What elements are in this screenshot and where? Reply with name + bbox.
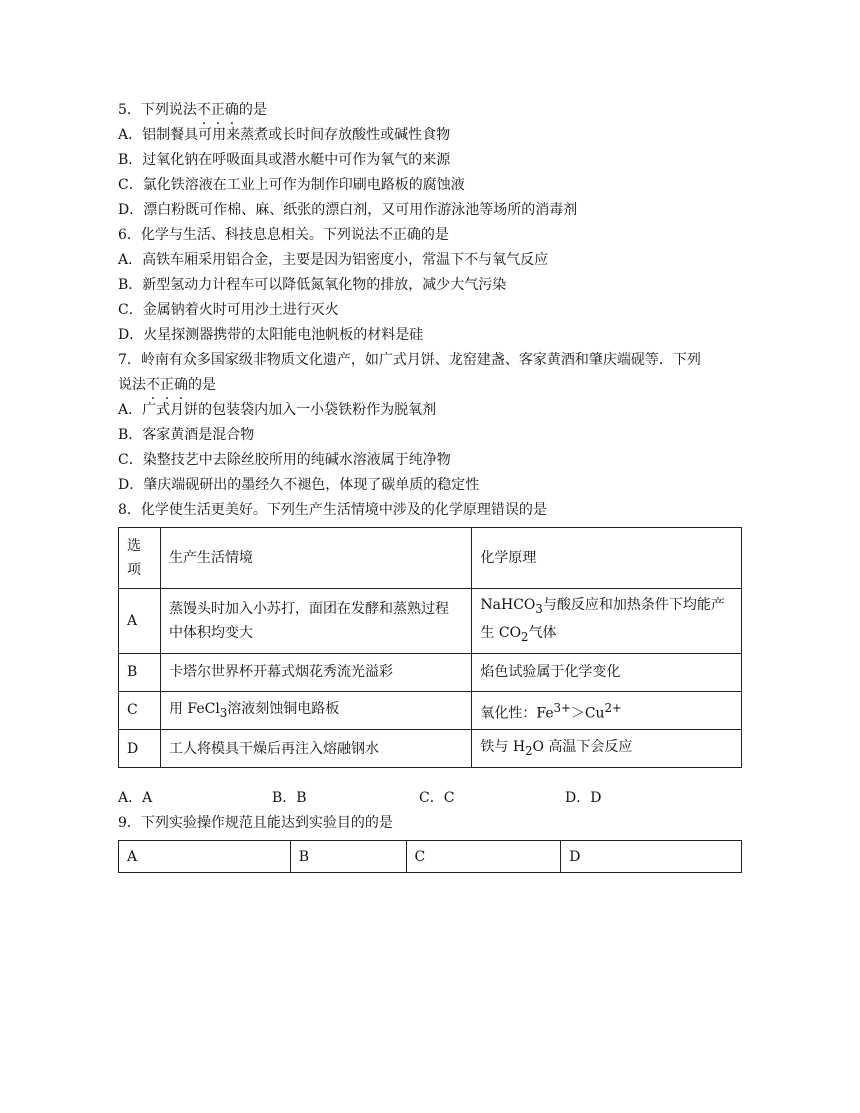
q7-stem-line1: 7．岭南有众多国家级非物质文化遗产，如广式月饼、龙窑建盏、客家黄酒和肇庆端砚等．下列 (118, 352, 701, 368)
table-row (119, 589, 742, 654)
header-option: 选 项 (119, 528, 161, 589)
row-scene: 卡塔尔世界杯开幕式烟花秀流光溢彩 (160, 653, 471, 691)
row-option: A (119, 589, 161, 654)
emphasis-char: 正 (160, 377, 174, 393)
emphasis-char: 不 (196, 102, 211, 118)
row-principle: 铁与 $H_2O$ 高温下会反应 (472, 730, 742, 768)
q6-option-c: C．金属钠着火时可用沙土进行灭火 (118, 302, 339, 318)
col-c: C (406, 841, 561, 873)
row-scene: 蒸馒头时加入小苏打，面团在发酵和蒸熟过程 中体积均变大 (160, 589, 471, 654)
q9-stem: 9．下列实验操作规范且能达到实验目的的是 (118, 815, 393, 832)
table-row (119, 653, 742, 691)
col-a: A (119, 841, 291, 873)
q7-option-a: A．广式月饼的包装袋内加入一小袋铁粉作为脱氧剂 (118, 402, 437, 418)
table-header-row (119, 841, 742, 873)
q8-stem: 8．化学使生活更美好。下列生产生活情境中涉及的化学原理错误的是 (118, 502, 547, 518)
q8-answer-b: B．B (272, 790, 307, 807)
emphasis-char: 正 (210, 102, 225, 118)
table-row (119, 691, 742, 730)
row-option: B (119, 653, 161, 691)
q7-option-b: B．客家黄酒是混合物 (118, 427, 255, 443)
q8-table (118, 527, 742, 768)
q6-option-a: A．高铁车厢采用铝合金，主要是因为铝密度小，常温下不与氧气反应 (118, 252, 549, 268)
col-b: B (290, 841, 406, 873)
header-principle: 化学原理 (472, 528, 742, 589)
emphasis-char: 确 (174, 377, 188, 393)
row-principle: NaHCO$_3$与酸反应和加热条件下均能产 生 $CO_2$气体 (472, 589, 742, 654)
emphasis-char: 确 (224, 102, 239, 118)
exam-page (118, 98, 742, 873)
row-scene: 工人将模具干燥后再注入熔融钢水 (160, 730, 471, 768)
q7-stem-line2: 说法不正确的是 (118, 377, 216, 393)
row-principle: 焰色试验属于化学变化 (472, 653, 742, 691)
q7-option-d: D．肇庆端砚研出的墨经久不褪色，体现了碳单质的稳定性 (118, 477, 480, 493)
q6-option-d: D．火星探测器携带的太阳能电池帆板的材料是硅 (118, 327, 424, 343)
row-scene: 用 FeCl$_3$溶液刻蚀铜电路板 (160, 691, 471, 730)
header-scene: 生产生活情境 (160, 528, 471, 589)
q5-stem: 5．下列说法不正确的是 (118, 102, 267, 118)
col-d: D (561, 841, 742, 873)
row-principle: 氧化性：$Fe^{3+}>Cu^{2+}$ (472, 691, 742, 730)
q6-option-b: B．新型氢动力计程车可以降低氮氧化物的排放，减少大气污染 (118, 277, 507, 293)
q8-answer-c: C．C (419, 790, 455, 807)
q7-option-c: C．染整技艺中去除丝胶所用的纯碱水溶液属于纯净物 (118, 452, 451, 468)
q9-table (118, 840, 742, 873)
q5-option-d: D．漂白粉既可作棉、麻、纸张的漂白剂，又可用作游泳池等场所的消毒剂 (118, 202, 578, 218)
row-option: D (119, 730, 161, 768)
q5-option-b: B．过氧化钠在呼吸面具或潜水艇中可作为氧气的来源 (118, 152, 451, 168)
emphasis-char: 不 (146, 377, 160, 393)
table-row (119, 730, 742, 768)
q8-answer-a: A．A (118, 790, 153, 807)
table-header-row (119, 528, 742, 589)
q5-option-c: C．氯化铁溶液在工业上可作为制作印刷电路板的腐蚀液 (118, 177, 465, 193)
q8-answer-d: D．D (565, 790, 602, 807)
q8-answer-options (118, 786, 742, 811)
q5-option-a: A．铝制餐具可用来蒸煮或长时间存放酸性或碱性食物 (118, 127, 451, 143)
q6-stem: 6．化学与生活、科技息息相关。下列说法不正确的是 (118, 227, 449, 243)
row-option: C (119, 691, 161, 730)
